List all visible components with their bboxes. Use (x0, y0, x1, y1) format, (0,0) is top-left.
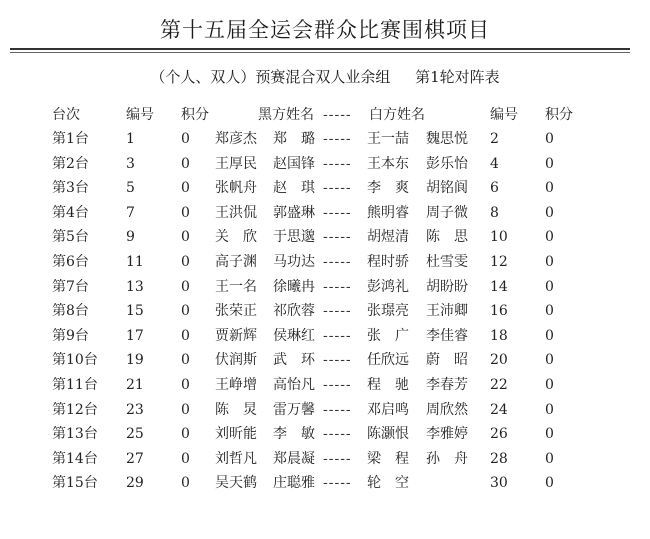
white-seed-number: 24 (490, 401, 508, 418)
black-player-1: 张帆舟 (215, 180, 257, 197)
black-seed-number: 23 (126, 401, 144, 418)
table-number: 第7台 (52, 278, 89, 295)
white-seed-number: 6 (490, 180, 499, 197)
white-player-1: 程 驰 (367, 377, 409, 393)
black-player-2: 郭盛琳 (273, 204, 315, 221)
versus-dash: ----- (323, 180, 352, 197)
black-player-1: 吴天鹤 (215, 475, 257, 492)
white-points: 0 (545, 278, 554, 295)
black-player-1: 关 欣 (215, 229, 257, 246)
white-seed-number: 30 (490, 475, 508, 492)
versus-dash: ----- (323, 401, 352, 418)
white-player-1: 王本东 (367, 155, 409, 172)
white-seed-number: 10 (490, 229, 508, 246)
table-row (0, 447, 650, 471)
versus-dash: ----- (323, 450, 352, 467)
versus-dash: ----- (323, 131, 352, 147)
white-points: 0 (545, 426, 554, 443)
black-player-2: 庄聪雅 (273, 475, 315, 492)
black-points: 0 (181, 475, 190, 492)
black-player-1: 贾新辉 (215, 327, 257, 344)
black-seed-number: 21 (126, 377, 144, 393)
black-seed-number: 7 (126, 204, 135, 221)
table-number: 第3台 (52, 180, 89, 197)
header-number-black: 编号 (126, 107, 154, 123)
header-points-white: 积分 (545, 107, 573, 123)
white-player-2: 李佳睿 (426, 327, 468, 344)
black-points: 0 (181, 254, 190, 270)
black-player-1: 高子渊 (215, 254, 257, 270)
table-row (0, 398, 650, 422)
white-points: 0 (545, 327, 554, 344)
black-points: 0 (181, 131, 190, 147)
white-player-1: 陈灏恨 (367, 426, 409, 443)
table-number: 第2台 (52, 155, 89, 172)
black-seed-number: 13 (126, 278, 144, 295)
black-player-2: 雷万馨 (273, 401, 315, 418)
white-player-1: 邓启鸣 (367, 401, 409, 418)
versus-dash: ----- (323, 327, 352, 344)
white-player-2: 王沛卿 (426, 303, 468, 320)
table-row (0, 471, 650, 495)
table-number: 第15台 (52, 475, 98, 492)
table-number: 第4台 (52, 204, 89, 221)
white-player-2: 孙 舟 (426, 450, 468, 467)
white-player-2: 陈 思 (426, 229, 468, 246)
white-player-2: 李春芳 (426, 377, 468, 393)
versus-dash: ----- (323, 426, 352, 443)
black-player-2: 于思邈 (273, 229, 315, 246)
black-seed-number: 9 (126, 229, 135, 246)
black-seed-number: 3 (126, 155, 135, 172)
black-player-1: 刘昕能 (215, 426, 257, 443)
white-player-2: 胡盼盼 (426, 278, 468, 295)
black-seed-number: 15 (126, 303, 144, 320)
black-player-2: 赵 琪 (273, 180, 315, 197)
table-row (0, 324, 650, 348)
black-seed-number: 25 (126, 426, 144, 443)
white-player-1: 熊明睿 (367, 204, 409, 221)
table-number: 第5台 (52, 229, 89, 246)
black-seed-number: 11 (126, 254, 144, 270)
white-player-1: 胡煜清 (367, 229, 409, 246)
black-points: 0 (181, 278, 190, 295)
page-title: 第十五届全运会群众比赛围棋项目 (160, 18, 490, 42)
versus-dash: ----- (323, 475, 352, 492)
black-player-2: 侯琳红 (273, 327, 315, 344)
table-row (0, 422, 650, 446)
black-points: 0 (181, 450, 190, 467)
table-row (0, 299, 650, 323)
white-player-1: 任欣远 (367, 352, 409, 369)
white-points: 0 (545, 303, 554, 320)
black-seed-number: 5 (126, 180, 135, 197)
table-number: 第9台 (52, 327, 89, 344)
black-player-2: 赵国锋 (273, 155, 315, 172)
header-dash: ----- (323, 107, 352, 123)
black-seed-number: 1 (126, 131, 135, 147)
white-player-1: 李 爽 (367, 180, 409, 197)
white-seed-number: 20 (490, 352, 508, 369)
title-rule-thin (10, 52, 630, 53)
table-row (0, 127, 650, 151)
versus-dash: ----- (323, 204, 352, 221)
white-points: 0 (545, 352, 554, 369)
white-seed-number: 2 (490, 131, 499, 147)
white-points: 0 (545, 229, 554, 246)
white-points: 0 (545, 377, 554, 393)
white-seed-number: 4 (490, 155, 499, 172)
black-points: 0 (181, 303, 190, 320)
black-player-1: 陈 炅 (215, 401, 257, 418)
white-seed-number: 16 (490, 303, 508, 320)
black-player-1: 王一名 (215, 278, 257, 295)
table-number: 第6台 (52, 254, 89, 270)
table-number: 第14台 (52, 450, 98, 467)
white-player-1: 彭鸿礼 (367, 278, 409, 295)
black-player-2: 徐曦冉 (273, 278, 315, 295)
white-seed-number: 8 (490, 204, 499, 221)
black-points: 0 (181, 426, 190, 443)
subtitle-category: （个人、双人）预赛混合双人业余组 (150, 68, 391, 86)
white-player-2: 周子微 (426, 204, 468, 221)
black-player-2: 郑 璐 (273, 131, 315, 147)
black-seed-number: 19 (126, 352, 144, 369)
black-player-2: 李 敏 (273, 426, 315, 443)
black-points: 0 (181, 327, 190, 344)
black-points: 0 (181, 180, 190, 197)
black-player-1: 王洪侃 (215, 204, 257, 221)
white-seed-number: 14 (490, 278, 508, 295)
white-player-2: 彭乐怡 (426, 155, 468, 172)
white-points: 0 (545, 180, 554, 197)
black-player-2: 祁欣蓉 (273, 303, 315, 320)
black-player-2: 高怡凡 (273, 377, 315, 393)
white-player-1: 张 广 (367, 327, 409, 344)
table-row (0, 348, 650, 372)
black-player-1: 郑彦杰 (215, 131, 257, 147)
black-player-1: 刘哲凡 (215, 450, 257, 467)
white-player-1: 王一喆 (367, 131, 409, 147)
table-number: 第11台 (52, 377, 98, 393)
table-row (0, 225, 650, 249)
header-white-name: 白方姓名 (369, 107, 425, 123)
subtitle (0, 66, 650, 87)
versus-dash: ----- (323, 278, 352, 295)
black-player-2: 郑晨凝 (273, 450, 315, 467)
white-points: 0 (545, 155, 554, 172)
table-row (0, 250, 650, 274)
versus-dash: ----- (323, 303, 352, 320)
white-seed-number: 22 (490, 377, 508, 393)
black-player-2: 马功达 (273, 254, 315, 270)
white-points: 0 (545, 131, 554, 147)
white-seed-number: 26 (490, 426, 508, 443)
white-player-1: 张璟亮 (367, 303, 409, 320)
header-number-white: 编号 (490, 107, 518, 123)
white-points: 0 (545, 475, 554, 492)
white-player-1: 程时骄 (367, 254, 409, 270)
header-table: 台次 (52, 107, 80, 123)
white-player-2: 蔚 昭 (426, 352, 468, 369)
table-row (0, 152, 650, 176)
white-points: 0 (545, 401, 554, 418)
white-points: 0 (545, 254, 554, 270)
table-number: 第12台 (52, 401, 98, 418)
black-points: 0 (181, 352, 190, 369)
header-black-name: 黑方姓名 (258, 107, 314, 123)
white-seed-number: 28 (490, 450, 508, 467)
title-rule-thick (10, 48, 630, 50)
table-number: 第1台 (52, 131, 89, 147)
white-player-2: 李雅婷 (426, 426, 468, 443)
white-points: 0 (545, 450, 554, 467)
black-player-2: 武 环 (273, 352, 315, 369)
white-seed-number: 18 (490, 327, 508, 344)
white-player-2: 胡铭阆 (426, 180, 468, 197)
white-seed-number: 12 (490, 254, 508, 270)
white-player-1: 轮 空 (367, 475, 409, 492)
versus-dash: ----- (323, 377, 352, 393)
black-points: 0 (181, 377, 190, 393)
white-player-2: 魏思悦 (426, 131, 468, 147)
white-points: 0 (545, 204, 554, 221)
table-number: 第13台 (52, 426, 98, 443)
black-player-1: 王峥增 (215, 377, 257, 393)
table-number: 第10台 (52, 352, 98, 369)
white-player-2: 杜雪雯 (426, 254, 468, 270)
versus-dash: ----- (323, 155, 352, 172)
white-player-1: 梁 程 (367, 450, 409, 467)
black-player-1: 张荣正 (215, 303, 257, 320)
black-points: 0 (181, 155, 190, 172)
black-seed-number: 27 (126, 450, 144, 467)
white-player-2: 周欣然 (426, 401, 468, 418)
versus-dash: ----- (323, 254, 352, 270)
table-header (0, 103, 650, 127)
table-row (0, 201, 650, 225)
black-player-1: 伏润斯 (215, 352, 257, 369)
table-row (0, 373, 650, 397)
black-points: 0 (181, 229, 190, 246)
table-row (0, 176, 650, 200)
versus-dash: ----- (323, 229, 352, 246)
table-number: 第8台 (52, 303, 89, 320)
header-points-black: 积分 (181, 107, 209, 123)
black-points: 0 (181, 204, 190, 221)
black-seed-number: 17 (126, 327, 144, 344)
black-seed-number: 29 (126, 475, 144, 492)
table-row (0, 275, 650, 299)
black-player-1: 王厚民 (215, 155, 257, 172)
subtitle-round: 第1轮对阵表 (415, 68, 500, 86)
versus-dash: ----- (323, 352, 352, 369)
black-points: 0 (181, 401, 190, 418)
